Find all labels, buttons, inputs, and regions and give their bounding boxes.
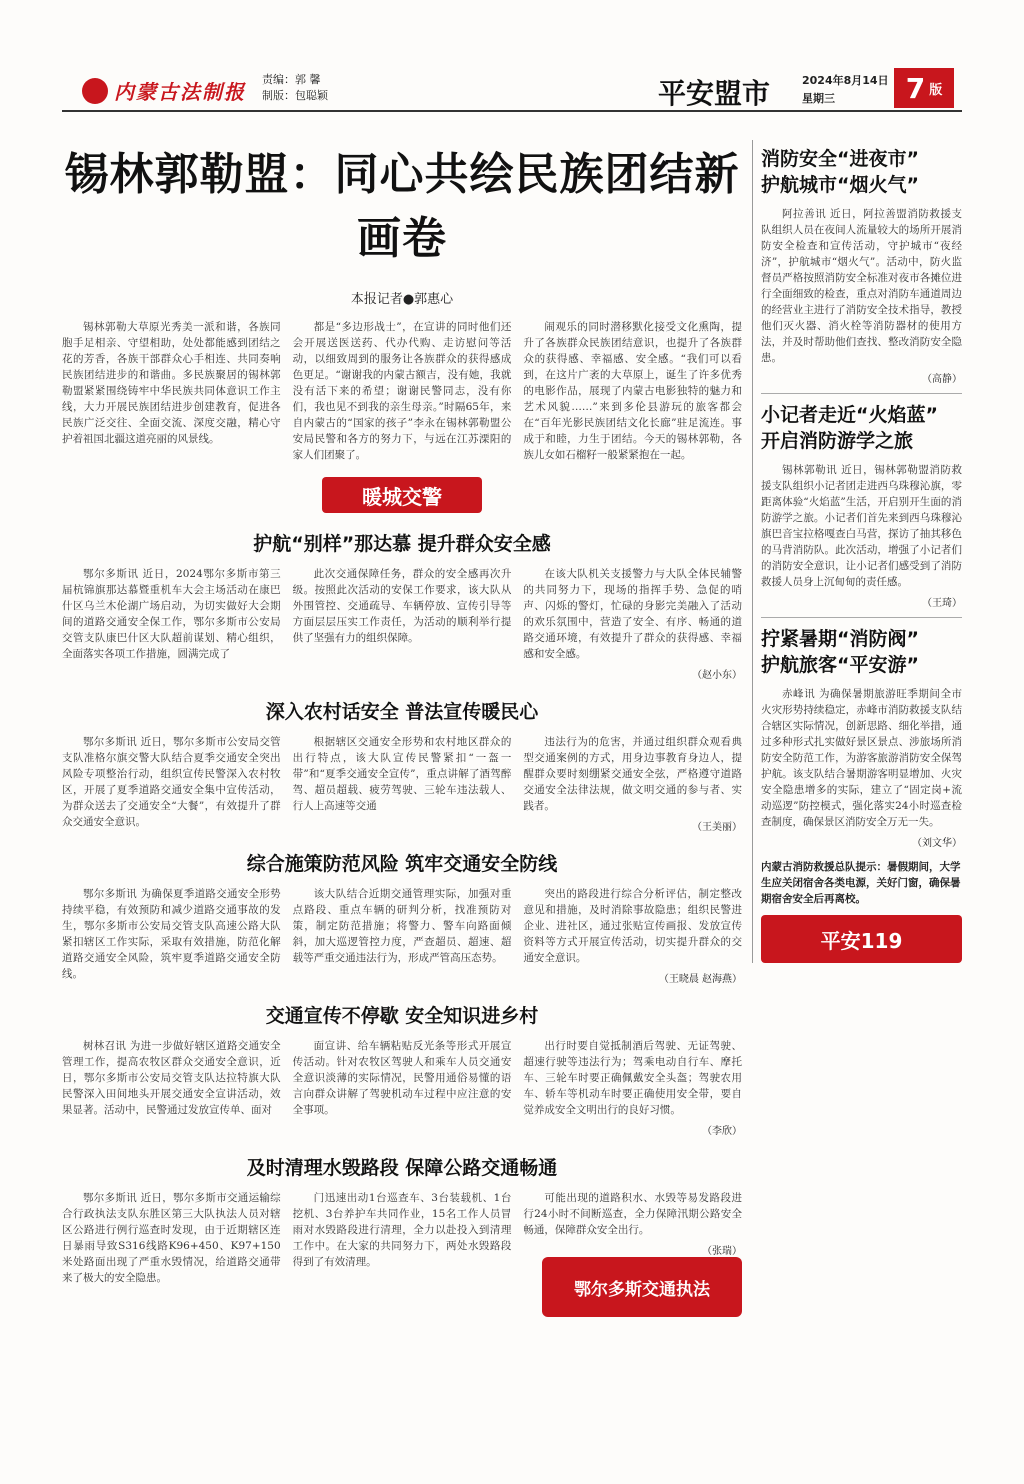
article-4-author: （李欣） — [702, 1126, 743, 1137]
sidebar-article-1-title: 消防安全“进夜市” 护航城市“烟火气” — [761, 148, 919, 196]
page-header — [62, 58, 962, 108]
article-4 — [62, 1038, 742, 1137]
article-2-title: 深入农村话安全 普法宣传暖民心 — [265, 701, 539, 723]
main-column — [62, 120, 742, 1317]
article-4-col-3: 出行时要自觉抵制酒后驾驶、无证驾驶、超速行驶等违法行为；驾乘电动自行车、摩托车、三轮车时要正确佩戴安全头盔；驾驶农用车、轿车等机动车时要正确使用安全带，要自觉养成安全文明出行的良好习惯。 — [523, 1040, 743, 1116]
article-1-col-3: 在该大队机关支援警力与大队全体民辅警的共同努力下，现场的指挥手势、急促的哨声、闪烁的警灯，忙碌的身影完美融入了活动的欢乐氛围中，营造了安全、有序、畅通的道路交通环境，有效提升了群众的获得感、幸福感和安全感。 — [523, 568, 743, 660]
article-1-col-2: 此次交通保障任务，群众的安全感再次升级。按照此次活动的安保工作要求，该大队从外围管控、交通疏导、车辆停放、宣传引导等方面层层压实工作责任，为活动的顺利举行提供了坚强有力的组织保障。 — [292, 568, 512, 644]
issue-date: 2024年8月14日 — [802, 74, 889, 87]
article-1-author: （赵小东） — [692, 670, 743, 681]
section-title: 平安盟市 — [658, 77, 771, 110]
sidebar-article-2-title: 小记者走近“火焰蓝” 开启消防游学之旅 — [761, 404, 938, 452]
divider — [761, 617, 962, 618]
article-4-col-1: 树林召讯 为进一步做好辖区道路交通安全管理工作，提高农牧区群众交通安全意识，近日，鄂尔多斯市公安局交管支队达拉特旗大队民警深入田间地头开展交通安全宣讲活动，效果显著。活动中，民警通过发放宣传单、面对 — [62, 1040, 281, 1116]
sidebar-article-1-text: 阿拉善讯 近日，阿拉善盟消防救援支队组织人员在夜间人流量较大的场所开展消防安全检查和宣传活动，守护城市“夜经济”，护航城市“烟火气”。活动中，防火监督员严格按照消防安全标准对夜市各摊位进行全面细致的检查，重点对消防车通道周边的经营业主进行了消防安全技术指导，教授他们灭火器、消火栓等消防器材的使用方法，并及时帮助他们查找、整改消防安全隐患。 — [761, 208, 962, 364]
article-2 — [62, 734, 742, 833]
editor-credits — [262, 72, 328, 104]
section-banner: 暖城交警 — [322, 477, 482, 513]
page-number: 7 — [905, 71, 926, 105]
header-divider — [62, 110, 962, 112]
article-3-col-1: 鄂尔多斯讯 为确保夏季道路交通安全形势持续平稳，有效预防和减少道路交通事故的发生，鄂尔多斯市公安局交管支队高速公路大队紧扣辖区工作实际，采取有效措施，防范化解道路交通安全风险，筑牢夏季道路交通安全防线。 — [62, 888, 281, 980]
newspaper-logo-icon — [82, 78, 108, 104]
lead-byline: 本报记者●郭惠心 — [350, 292, 454, 307]
article-2-col-3: 违法行为的危害，并通过组织群众观看典型交通案例的方式，用身边事教育身边人，提醒群众要时刻绷紧交通安全弦，严格遵守道路交通安全法律法规，做文明交通的参与者、实践者。 — [523, 736, 743, 812]
sidebar-article-2-author: （王琦） — [922, 598, 962, 609]
fire-safety-notice: 内蒙古消防救援总队提示：暑假期间，大学生应关闭宿舍各类电源，关好门窗，确保暑期宿舍安全后再离校。 — [761, 861, 961, 905]
sidebar-article-2-text: 锡林郭勒讯 近日，锡林郭勒盟消防救援支队组织小记者团走进西乌珠穆沁旗，零距离体验“火焰蓝”生活，开启别开生面的消防游学之旅。小记者们首先来到西乌珠穆沁旗巴音宝拉格嘎查白马营，探访了抽其移色的马背消防队。此次活动，增强了小记者们的消防安全意识，让小记者们感受到了消防救援人员身上沉甸甸的责任感。 — [761, 464, 962, 588]
traffic-law-ad: 鄂尔多斯交通执法 — [542, 1257, 742, 1317]
article-1 — [62, 566, 742, 681]
article-4-title: 交通宣传不停歇 安全知识进乡村 — [265, 1005, 539, 1027]
article-3-col-3: 突出的路段进行综合分析评估，制定整改意见和措施，及时消除事故隐患；组织民警进企业、进社区，通过张贴宣传画报、发放宣传资料等方式开展宣传活动，切实提升群众的交通安全意识。 — [523, 888, 743, 964]
sidebar-article-1-author: （高静） — [922, 374, 962, 385]
article-3 — [62, 886, 742, 985]
sidebar-column — [752, 140, 962, 963]
article-4-col-2: 面宣讲、给车辆粘贴反光条等形式开展宣传活动。针对农牧区驾驶人和乘车人员交通安全意识淡薄的实际情况，民警用通俗易懂的语言向群众讲解了驾驶机动车过程中应注意的安全事项。 — [292, 1040, 512, 1116]
article-5-col-1: 鄂尔多斯讯 近日，鄂尔多斯市交通运输综合行政执法支队东胜区第三大队执法人员对辖区公路进行例行巡查时发现，由于近期辖区连日暴雨导致S316线路K96+450、K97+150米处路面出现了严重水毁情况，给道路交通带来了极大的安全隐患。 — [62, 1192, 281, 1284]
sidebar-article-3-title: 拧紧暑期“消防阀” 护航旅客“平安游” — [761, 628, 919, 676]
date-box — [802, 72, 889, 108]
lead-headline: 锡林郭勒盟：同心共绘民族团结新画卷 — [64, 149, 740, 264]
divider — [761, 393, 962, 394]
issue-weekday: 星期三 — [802, 92, 835, 105]
lead-col-2: 都是“多边形战士”，在宣讲的同时他们还会开展送医送药、代办代购、走访慰问等活动，以细致周到的服务让各族群众的获得感成色更足。“谢谢我的内蒙古额吉，没有她，我就没有活下来的希望；谢谢民警同志，没有你们，我也见不到我的亲生母亲。”时隔65年，来自内蒙古的“国家的孩子”李永在锡林郭勒盟公安局民警和各方的努力下，与远在江苏溧阳的家人们团聚了。 — [292, 321, 512, 461]
article-5-title: 及时清理水毁路段 保障公路交通畅通 — [246, 1157, 558, 1179]
editor: 责编：郭 馨 — [262, 73, 321, 86]
article-5 — [62, 1190, 742, 1317]
article-5-col-3: 可能出现的道路积水、水毁等易发路段进行24小时不间断巡查，全力保障汛期公路安全畅通，保障群众安全出行。 — [523, 1192, 743, 1236]
article-3-col-2: 该大队结合近期交通管理实际，加强对重点路段、重点车辆的研判分析，找准预防对策，制定防范措施；将警力、警车向路面倾斜，加大巡逻管控力度，严查超员、超速、超载等严重交通违法行为，形成严管高压态势。 — [292, 888, 512, 964]
article-2-col-1: 鄂尔多斯讯 近日，鄂尔多斯市公安局交管支队准格尔旗交警大队结合夏季交通安全突出风险专项整治行动，组织宣传民警深入农村牧区，开展了夏季道路交通安全集中宣传活动，为群众送去了交通安全“大餐”，有效提升了群众交通安全意识。 — [62, 736, 281, 828]
article-3-author: （王晓晨 赵海燕） — [658, 974, 743, 985]
page-number-badge — [894, 68, 954, 108]
producer: 制版：包聪颖 — [262, 89, 328, 102]
article-5-col-2: 门迅速出动1台巡查车、3台装载机、1台挖机、3台养护车共同作业，15名工作人员冒雨对水毁路段进行清理，全力以赴投入到清理工作中。在大家的共同努力下，两处水毁路段得到了有效清理。 — [292, 1192, 512, 1268]
page-suffix: 版 — [929, 82, 943, 98]
article-2-author: （王美丽） — [692, 822, 743, 833]
masthead — [82, 76, 246, 105]
lead-col-3: 闹观乐的同时潜移默化接受文化熏陶，提升了各族群众民族团结意识，也提升了各族群众的获得感、幸福感、安全感。“我们可以看到，在这片广袤的大草原上，诞生了许多优秀的电影作品，展现了内蒙古电影独特的魅力和艺术风貌……”来到多伦县游玩的旅客都会在“百年光影民族团结文化长廊”驻足流连。事成于和睦，力生于团结。今天的锡林郭勒，各族儿女如石榴籽一般紧紧抱在一起。 — [523, 321, 743, 461]
article-1-title: 护航“别样”那达慕 提升群众安全感 — [253, 533, 551, 555]
article-2-col-2: 根据辖区交通安全形势和农村地区群众的出行特点，该大队宣传民警紧扣“一盔一带”和“夏季交通安全宣传”，重点讲解了酒驾醉驾、超员超载、疲劳驾驶、三轮车违法载人、行人上高速等交通 — [292, 736, 512, 812]
sidebar-article-3-text: 赤峰讯 为确保暑期旅游旺季期间全市火灾形势持续稳定，赤峰市消防救援支队结合辖区实际情况，创新思路、细化举措，通过多种形式扎实做好景区景点、涉旅场所消防安全防范工作，为游客旅游消防安全保驾护航。该支队结合暑期游客明显增加、火灾安全隐患增多的实际，建立了“固定岗+流动巡逻”防控模式，强化落实24小时巡查检查制度，确保景区消防安全万无一失。 — [761, 688, 962, 828]
lead-col-1: 锡林郭勒大草原光秀美一派和谐，各族同胞手足相亲、守望相助，处处都能感到团结之花的芳香，各族干部群众心手相连、共同奏响民族团结进步的和谐曲。多民族聚居的锡林郭勒盟紧紧围绕铸牢中华民族共同体意识工作主线，大力开展民族团结进步创建教育，促进各民族广泛交往、全面交流、深度交融，精心守护着祖国北疆这道亮丽的风景线。 — [62, 321, 281, 445]
article-1-col-1: 鄂尔多斯讯 近日，2024鄂尔多斯市第三届杭锦旗那达慕暨重机车大会主场活动在康巴什区乌兰木伦湖广场启动，为切实做好大会期间的道路交通安全保工作，鄂尔多斯市公安局交管支队康巴什区大队超前谋划、精心组织，全面落实各项工作措施，圆满完成了 — [62, 568, 281, 660]
sidebar-article-3-author: （刘文华） — [912, 838, 962, 849]
masthead-title: 内蒙古法制报 — [114, 80, 246, 104]
lead-article — [62, 319, 742, 463]
safe-119-banner: 平安119 — [761, 915, 962, 963]
article-3-title: 综合施策防范风险 筑牢交通安全防线 — [246, 853, 558, 875]
article-5-author: （张瑞） — [702, 1246, 743, 1257]
